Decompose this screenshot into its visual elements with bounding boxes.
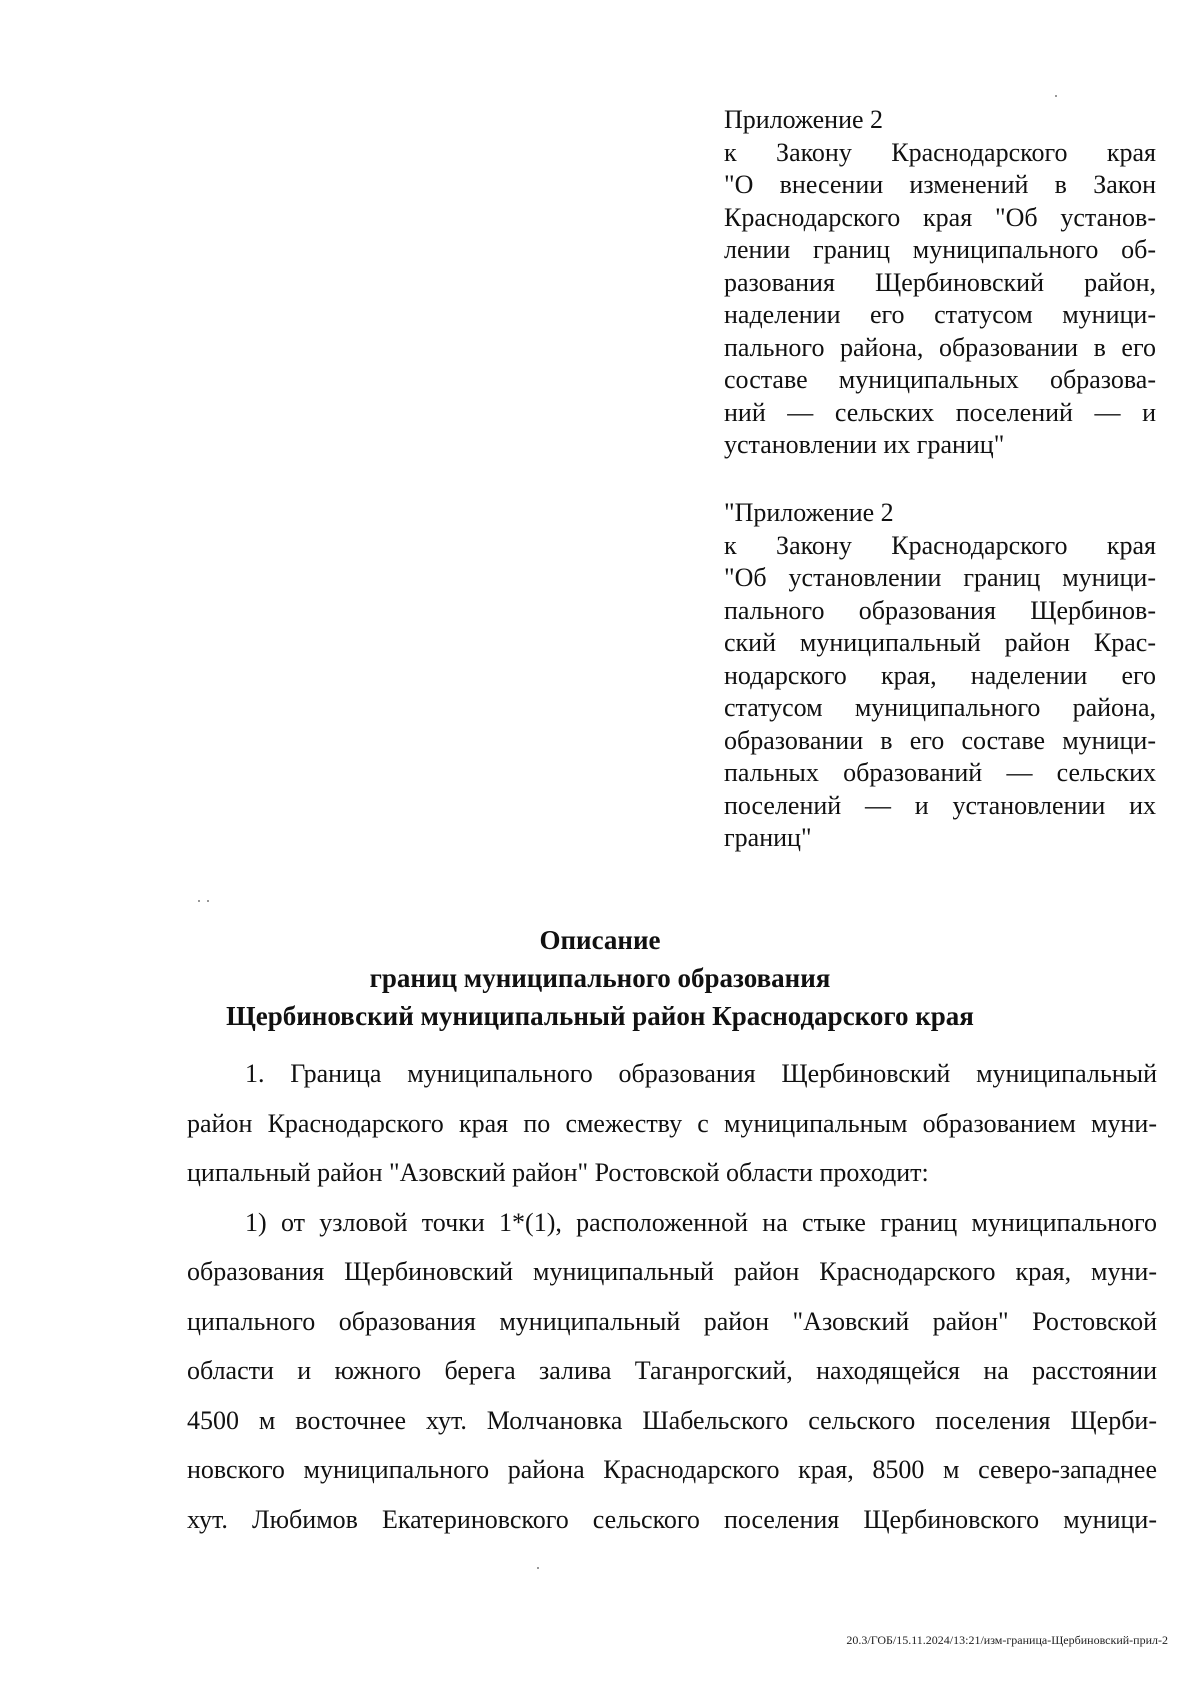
- paragraph-line: образования Щербиновский муниципальный район Краснодарского края, муни-: [187, 1257, 1157, 1286]
- annex-2-line: статусом муниципального района,: [724, 693, 1156, 722]
- paragraph-line: 1) от узловой точки 1*(1), расположенной на стыке границ муниципального: [245, 1207, 1157, 1237]
- scan-speck: [537, 1567, 539, 1569]
- annex-1-line: Краснодарского края "Об установ-: [724, 202, 1156, 232]
- annex-2-line: поселений — и установлении их: [724, 790, 1156, 820]
- annex-2-line: пальных образований — сельских: [724, 758, 1156, 787]
- title-line: границ муниципального образования: [369, 963, 831, 993]
- annex-2-line: нодарского края, наделении его: [724, 660, 1156, 690]
- annex-1-line: "О внесении изменений в Закон: [724, 170, 1156, 199]
- paragraph-line: ципальный район "Азовский район" Ростовской области проходит:: [187, 1158, 929, 1187]
- annex-1-line: установлении их границ": [724, 430, 1005, 459]
- annex-2-line: образовании в его составе муници-: [724, 725, 1156, 755]
- title-line: Описание: [539, 925, 661, 955]
- annex-1-line: разования Щербиновский район,: [724, 267, 1156, 297]
- annex-1-line: к Закону Краснодарского края: [724, 137, 1156, 167]
- annex-1-line: ний — сельских поселений — и: [724, 397, 1156, 427]
- paragraph-line: 4500 м восточнее хут. Молчановка Шабельского сельского поселения Щерби-: [187, 1405, 1157, 1435]
- annex-2-line: границ": [724, 823, 812, 852]
- annex-2-line: пального образования Щербинов-: [724, 595, 1156, 625]
- annex-1-line: Приложение 2: [724, 105, 884, 134]
- scan-speck: [198, 900, 200, 902]
- scan-speck: [1055, 95, 1057, 97]
- document-footer-code: 20.3/ГОБ/15.11.2024/13:21/изм-граница-Щербиновский-прил-2: [846, 1633, 1168, 1647]
- paragraph-line: области и южного берега залива Таганрогский, находящейся на расстоянии: [187, 1356, 1157, 1385]
- paragraph-line: район Краснодарского края по смежеству с муниципальным образованием муни-: [187, 1108, 1157, 1138]
- annex-1-line: пального района, образовании в его: [724, 332, 1156, 362]
- annex-2-line: "Об установлении границ муници-: [724, 563, 1156, 592]
- annex-1-line: составе муниципальных образова-: [724, 365, 1156, 394]
- paragraph-line: хут. Любимов Екатериновского сельского поселения Щербиновского муници-: [187, 1504, 1157, 1534]
- annex-2-line: к Закону Краснодарского края: [724, 530, 1156, 560]
- paragraph-line: новского муниципального района Краснодарского края, 8500 м северо-западнее: [187, 1455, 1157, 1484]
- annex-2-line: "Приложение 2: [724, 498, 894, 527]
- body-text: [187, 1049, 1157, 1544]
- annex-1-line: лении границ муниципального об-: [724, 235, 1156, 264]
- annex-heading-amending-law: [724, 104, 1156, 462]
- title-line: Щербиновский муниципальный район Краснодарского края: [226, 1001, 974, 1031]
- annex-2-line: ский муниципальный район Крас-: [724, 628, 1156, 657]
- annex-heading-original-law: [724, 497, 1156, 855]
- scan-speck: [207, 900, 209, 902]
- annex-1-line: наделении его статусом муници-: [724, 300, 1156, 329]
- document-title: [0, 921, 1200, 1035]
- paragraph-line: ципального образования муниципальный район "Азовский район" Ростовской: [187, 1306, 1157, 1336]
- paragraph-line: 1. Граница муниципального образования Щербиновский муниципальный: [245, 1059, 1157, 1088]
